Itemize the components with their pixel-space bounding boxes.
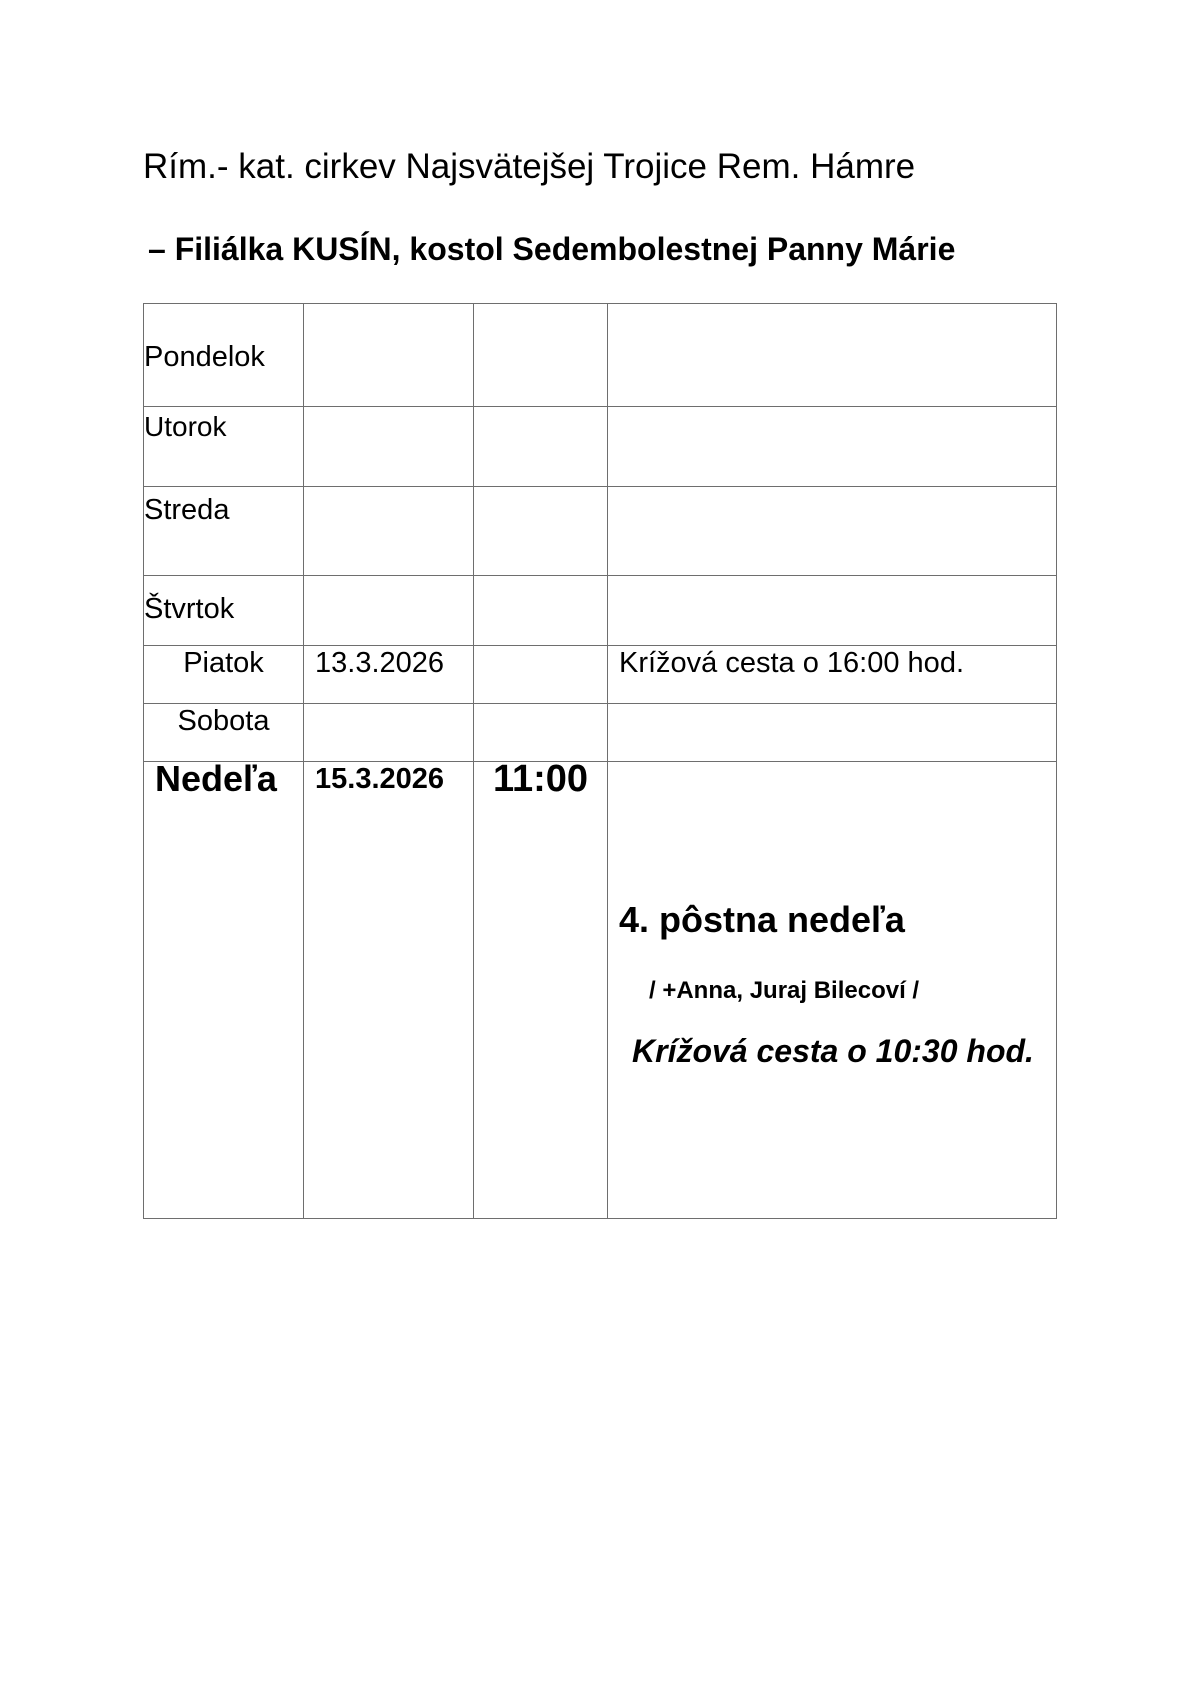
date-cell: [304, 487, 474, 576]
time-cell: 11:00: [474, 762, 608, 1219]
date-cell: [304, 304, 474, 407]
note-cell: [608, 704, 1057, 762]
table-row: [144, 704, 1057, 762]
date-cell: 13.3.2026: [304, 646, 474, 704]
way-of-cross-note: Krížová cesta o 10:30 hod.: [632, 1033, 1034, 1069]
page-title: Rím.- kat. cirkev Najsvätejšej Trojice Rem. Hámre: [143, 147, 916, 186]
day-cell: Štvrtok: [144, 576, 304, 646]
date-cell: [304, 704, 474, 762]
table-row: [144, 762, 1057, 1219]
day-cell: Utorok: [144, 407, 304, 487]
date-cell: 15.3.2026: [304, 762, 474, 1219]
mass-intention: / +Anna, Juraj Bilecoví /: [649, 977, 920, 1004]
date-cell: [304, 576, 474, 646]
time-cell: [474, 704, 608, 762]
note-cell: [608, 487, 1057, 576]
time-cell: [474, 576, 608, 646]
table-row: [144, 646, 1057, 704]
sunday-note: [608, 762, 1056, 1218]
sunday-title: 4. pôstna nedeľa: [619, 899, 905, 940]
date-cell: [304, 407, 474, 487]
note-cell: Krížová cesta o 16:00 hod.: [608, 646, 1057, 704]
table-row: [144, 407, 1057, 487]
table-row: [144, 487, 1057, 576]
time-cell: [474, 304, 608, 407]
day-cell: Pondelok: [144, 304, 304, 407]
table-row: [144, 304, 1057, 407]
note-cell: [608, 576, 1057, 646]
day-cell: Piatok: [144, 646, 304, 704]
page-subtitle: – Filiálka KUSÍN, kostol Sedembolestnej Panny Márie: [148, 231, 956, 267]
note-cell: [608, 304, 1057, 407]
note-cell: [608, 407, 1057, 487]
table-row: [144, 576, 1057, 646]
day-cell: Streda: [144, 487, 304, 576]
schedule-table: [143, 303, 1057, 1219]
time-cell: [474, 407, 608, 487]
time-cell: [474, 487, 608, 576]
day-cell: Nedeľa: [144, 762, 304, 1219]
note-cell: [608, 762, 1057, 1219]
day-cell: Sobota: [144, 704, 304, 762]
time-cell: [474, 646, 608, 704]
